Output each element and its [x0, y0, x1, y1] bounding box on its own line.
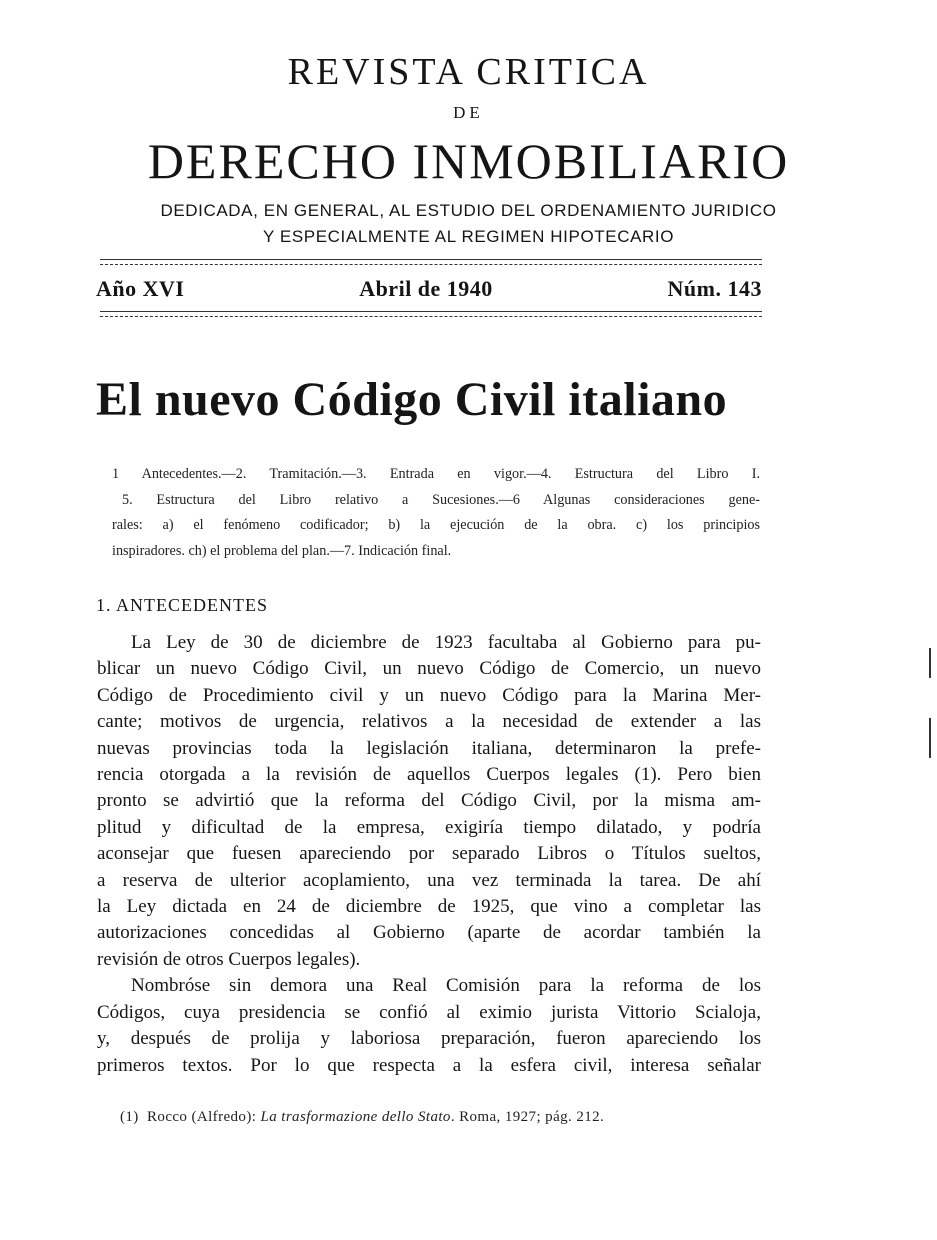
body-line: La Ley de 30 de diciembre de 1923 facultaba al Gobierno para pu- [131, 632, 761, 653]
body-line: primeros textos. Por lo que respecta a la esfera civil, interesa señalar [97, 1054, 761, 1076]
article-summary [112, 462, 760, 564]
journal-title-line3: DERECHO INMOBILIARIO [147, 133, 790, 189]
summary-line: 5. Estructura del Libro relativo a Sucesiones.—6 Algunas consideraciones gene- [122, 491, 760, 508]
body-line: aconsejar que fuesen apareciendo por separado Libros o Títulos sueltos, [97, 843, 761, 865]
footnote [120, 1106, 604, 1128]
body-line: autorizaciones concedidas al Gobierno (aparte de acordar también la [97, 922, 761, 944]
body-line: plitud y dificultad de la empresa, exigiría tiempo dilatado, y podría [97, 816, 761, 838]
journal-subtitle-line1: DEDICADA, EN GENERAL, AL ESTUDIO DEL ORDENAMIENTO JURIDICO [160, 201, 777, 220]
divider-rule [100, 311, 762, 312]
issue-number: Núm. 143 [667, 276, 762, 301]
summary-line: 1 Antecedentes.—2. Tramitación.—3. Entrada en vigor.—4. Estructura del Libro I. [112, 466, 760, 482]
article-body [97, 630, 761, 1079]
body-line: Nombróse sin demora una Real Comisión para la reforma de los [131, 975, 761, 997]
journal-title-line1: REVISTA CRITICA [287, 51, 650, 93]
body-line: a reserva de ulterior acoplamiento, una vez terminada la tarea. De ahí [97, 869, 761, 891]
body-line: Código de Procedimiento civil y un nuevo Código para la Marina Mer- [97, 684, 761, 706]
body-line: la Ley dictada en 24 de diciembre de 1925, que vino a completar las [97, 896, 761, 918]
body-line: cante; motivos de urgencia, relativos a la necesidad de extender a las [97, 711, 761, 733]
issue-info-row [96, 274, 762, 304]
issue-date: Abril de 1940 [359, 276, 493, 301]
body-line: nuevas provincias toda la legislación italiana, determinaron la prefe- [97, 737, 761, 759]
journal-subtitle-line2: Y ESPECIALMENTE AL REGIMEN HIPOTECARIO [262, 227, 675, 246]
body-line: Códigos, cuya presidencia se confió al eximio jurista Vittorio Scialoja, [97, 1001, 761, 1023]
body-line: blicar un nuevo Código Civil, un nuevo Código de Comercio, un nuevo [97, 658, 761, 680]
summary-line: rales: a) el fenómeno codificador; b) la ejecución de la obra. c) los principios [112, 517, 760, 533]
scan-margin-mark [929, 648, 931, 678]
footnote-author: Rocco (Alfredo): [147, 1109, 257, 1125]
body-line: pronto se advirtió que la reforma del Código Civil, por la misma am- [97, 790, 761, 812]
divider-rule [100, 259, 762, 260]
body-line: y, después de prolija y laboriosa preparación, fueron apareciendo los [97, 1028, 761, 1050]
scan-margin-mark [929, 718, 931, 758]
footnote-work: La trasformazione dello Stato [260, 1109, 451, 1125]
body-line: rencia otorgada a la revisión de aquellos Cuerpos legales (1). Pero bien [97, 764, 761, 786]
summary-line: inspiradores. ch) el problema del plan.—7. Indicación final. [112, 542, 452, 559]
footnote-rest: . Roma, 1927; pág. 212. [450, 1109, 605, 1125]
article-title: El nuevo Código Civil italiano [96, 373, 728, 426]
divider-rule [100, 316, 762, 317]
divider-rule [100, 264, 762, 265]
issue-year: Año XVI [96, 276, 185, 301]
section-heading: 1. ANTECEDENTES [96, 595, 268, 615]
journal-title-line2: DE [453, 103, 484, 122]
footnote-marker: (1) [120, 1109, 139, 1125]
body-line: revisión de otros Cuerpos legales). [97, 948, 361, 970]
